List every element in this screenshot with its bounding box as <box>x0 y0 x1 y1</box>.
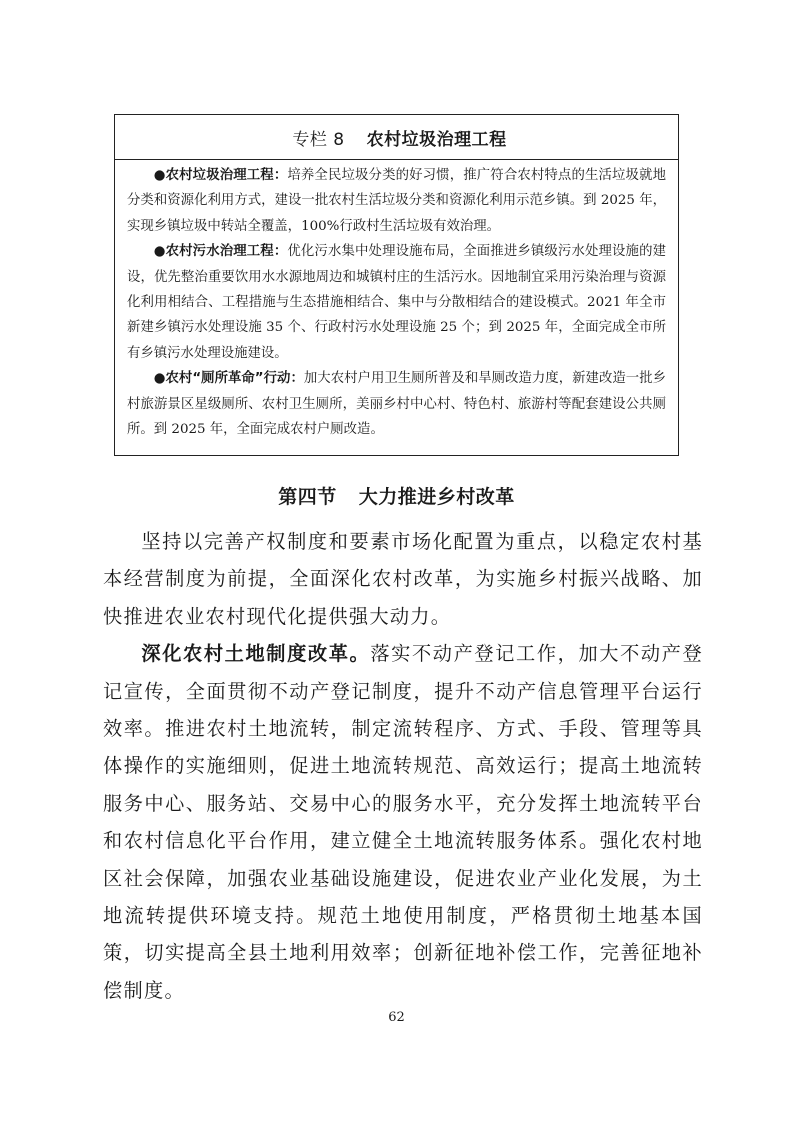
column-number: 专栏 8 <box>292 129 345 150</box>
section-heading <box>0 482 793 509</box>
column-item-label: ●农村污水治理工程： <box>153 244 288 260</box>
column-item-text: 培养全民垃圾分类的好习惯，推广符合农村特点的生活垃圾就地分类和资源化利用方式，建设一批农村生活垃圾分类和资源化利用示范乡镇。到 2025 年，实现乡镇垃圾中转站全覆盖，100%行政村生活垃圾有效治理。 <box>127 168 667 234</box>
paragraph-land-reform <box>103 635 703 1009</box>
column-title: 农村垃圾治理工程 <box>366 129 507 150</box>
column-item-text: 加大农村户用卫生厕所普及和旱厕改造力度，新建改造一批乡村旅游景区星级厕所、农村卫生厕所，美丽乡村中心村、特色村、旅游村等配套建设公共厕所。到 2025 年，全面完成农村户厕改造。 <box>127 371 666 438</box>
section-number: 第四节 <box>278 486 337 508</box>
paragraph-text: 落实不动产登记工作，加大不动产登记宣传，全面贯彻不动产登记制度，提升不动产信息管理平台运行效率。推进农村土地流转，制定流转程序、方式、手段、管理等具体操作的实施细则，促进土地流转规范、高效运行；提高土地流转服务中心、服务站、交易中心的服务水平，充分发挥土地流转平台和农村信息化平台作用，建立健全土地流转服务体系。强化农村地区社会保障，加强农业基础设施建设，促进农业产业化发展，为土地流转提供环境支持。规范土地使用制度，严格贯彻土地基本国策，切实提高全县土地利用效率；创新征地补偿工作，完善征地补偿制度。 <box>103 642 703 1002</box>
paragraph-lead: 深化农村土地制度改革。 <box>141 642 371 666</box>
column-item-garbage <box>127 163 666 239</box>
column-box-body <box>115 160 678 442</box>
page-number: 62 <box>388 1010 405 1025</box>
body-text <box>103 523 703 1009</box>
paragraph-intro <box>103 523 703 635</box>
column-box <box>114 114 679 456</box>
column-item-text: 优化污水集中处理设施布局，全面推进乡镇级污水处理设施的建设，优先整治重要饮用水水源地周边和城镇村庄的生活污水。因地制宜采用污染治理与资源化利用相结合、工程措施与生态措施相结合、集中与分散相结合的建设模式。2021 年全市新建乡镇污水处理设施 35 个、行政村污水处理设施 25 个；到 2025 年，全面完成全市所有乡镇污水处理设施建设。 <box>127 244 667 361</box>
section-title: 大力推进乡村改革 <box>358 486 515 508</box>
column-item-label: ●农村“厕所革命”行动： <box>153 371 304 387</box>
column-box-title <box>115 115 678 160</box>
column-item-label: ●农村垃圾治理工程： <box>153 168 288 183</box>
column-item-toilet <box>127 366 666 442</box>
column-item-sewage <box>127 239 666 366</box>
paragraph-text: 坚持以完善产权制度和要素市场化配置为重点，以稳定农村基本经营制度为前提，全面深化农村改革，为实施乡村振兴战略、加快推进农业农村现代化提供强大动力。 <box>103 530 703 628</box>
